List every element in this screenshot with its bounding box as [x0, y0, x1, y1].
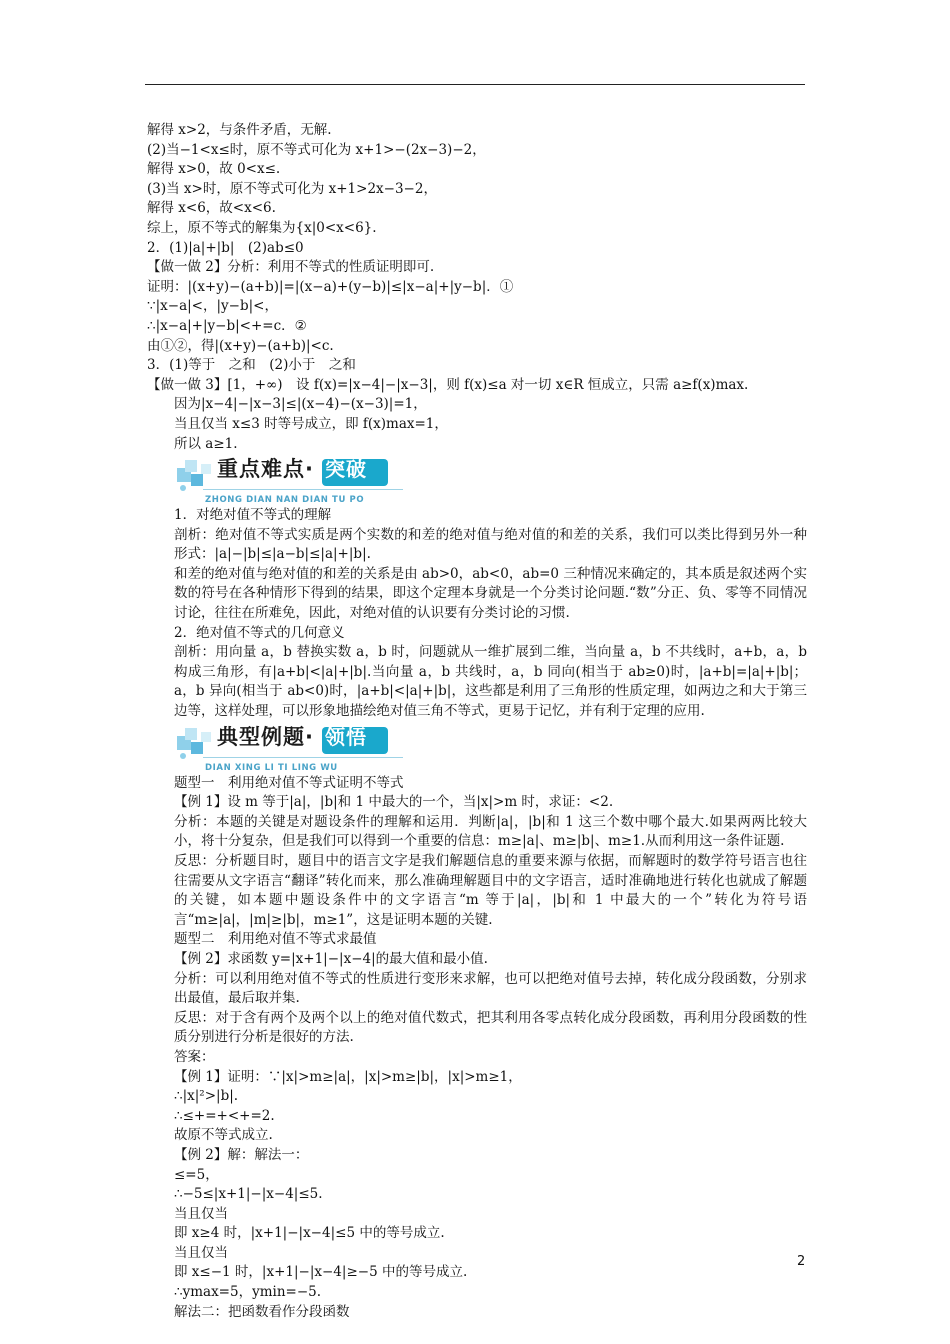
- question-type-title: 题型一 利用绝对值不等式证明不等式: [174, 774, 404, 791]
- banner-highlight-text: 突破: [325, 457, 367, 482]
- paragraph: 剖析：绝对值不等式实质是两个实数的和差的绝对值与绝对值的和差的关系，我们可以类比得到另外一种形式：|a|−|b|≤|a−b|≤|a|+|b|.: [174, 526, 807, 563]
- question-type-title: 题型二 利用绝对值不等式求最值: [174, 931, 377, 948]
- text-line: 综上，原不等式的解集为{x|0<x<6}.: [147, 219, 377, 236]
- text-line: (3)当 x>时，原不等式可化为 x+1>2x−3−2，: [147, 180, 437, 197]
- text-line: 解得 x>2，与条件矛盾，无解.: [147, 122, 332, 138]
- text-line: 解得 x<6，故<x<6.: [147, 200, 276, 217]
- banner-pinyin: DIAN XING LI TI LING WU: [205, 762, 338, 773]
- text-line: 当且仅当 x≤3 时等号成立，即 f(x)max=1，: [174, 415, 448, 432]
- answer-label: 答案：: [174, 1048, 215, 1065]
- text-line: ∴|x|²>|b|.: [174, 1088, 239, 1105]
- example-2-analysis: 分析：可以利用绝对值不等式的性质进行变形来求解，也可以把绝对值号去掉，转化成分段函数，分别求出最值，最后取并集.: [174, 970, 807, 1007]
- text-line: 即 x≥4 时，|x+1|−|x−4|≤5 中的等号成立.: [174, 1225, 445, 1242]
- text-line: 解得 x>0，故 0<x≤.: [147, 161, 281, 178]
- banner-title: 重点难点·: [217, 457, 314, 482]
- text-line: 当且仅当: [174, 1244, 228, 1261]
- banner-highlight-text: 领悟: [325, 724, 367, 749]
- text-line: 3．(1)等于 之和 (2)小于 之和: [147, 357, 356, 374]
- example-1-analysis: 分析：本题的关键是对题设条件的理解和运用．判断|a|，|b|和 1 这三个数中哪个最大.如果两两比较大小，将十分复杂，但是我们可以得到一个重要的信息：m≥|a|、m≥|b|、m≥1.从而利用这一条件证题.: [174, 813, 807, 850]
- zuo-yi-zuo-3-paragraph: 【做一做 3】[1，+∞) 设 f(x)=|x−4|−|x−3|，则 f(x)≤a 对一切 x∈R 恒成立，只需 a≥f(x)max.: [147, 376, 749, 393]
- section-banner-examples: [175, 724, 807, 774]
- page-number: 2: [797, 1254, 806, 1269]
- text-line: 【例 2】解：解法一：: [174, 1146, 309, 1163]
- section-banner-key-points: [175, 456, 807, 506]
- banner-underline: [203, 489, 403, 490]
- text-line: 因为|x−4|−|x−3|≤|(x−4)−(x−3)|=1，: [174, 396, 427, 413]
- banner-pinyin: ZHONG DIAN NAN DIAN TU PO: [205, 495, 365, 506]
- text-line: (2)当−1<x≤时，原不等式可化为 x+1>−(2x−3)−2，: [147, 141, 486, 158]
- banner-title: 典型例题·: [217, 724, 314, 749]
- text-line: 解法二：把函数看作分段函数: [174, 1303, 350, 1320]
- text-line: ∴≤+=+<+=2.: [174, 1107, 275, 1124]
- example-1-reflection: 反思：分析题目时，题目中的语言文字是我们解题信息的重要来源与依据，而解题时的数学符号语言也往往需要从文字语言“翻译”转化而来，那么准确理解题目中的文字语言，适时准确地进行转化也就成了解题的关键，如本题中题设条件中的文字语言“m 等于|a|，|b|和 1 中最大的一个”转化为符号语言“m≥|a|，|m|≥|b|，m≥1”，这是证明本题的关键.: [174, 853, 807, 928]
- text-line: 【例 1】证明：∵|x|>m≥|a|，|x|>m≥|b|，|x|>m≥1，: [174, 1068, 522, 1085]
- text-line: 故原不等式成立.: [174, 1127, 273, 1144]
- page-content: [147, 121, 807, 1322]
- text-line: 证明：|(x+y)−(a+b)|=|(x−a)+(y−b)|≤|x−a|+|y−b|．①: [147, 278, 514, 295]
- text-line: 由①②，得|(x+y)−(a+b)|<c.: [147, 337, 334, 354]
- text-line: ∴−5≤|x+1|−|x−4|≤5.: [174, 1186, 323, 1203]
- text-line: 所以 a≥1.: [174, 435, 238, 452]
- text-line: ∴ymax=5，ymin=−5.: [174, 1284, 322, 1301]
- paragraph: 和差的绝对值与绝对值的和差的关系是由 ab>0，ab<0，ab=0 三种情况来确定的，其本质是叙述两个实数的符号在各种情形下得到的结果，即这个定理本身就是一个分类讨论问题.“数”分正、负、零等不同情况讨论，往往在所难免，因此，对绝对值的认识要有分类讨论的习惯.: [174, 565, 807, 622]
- header-rule: [145, 84, 805, 85]
- text-line: 2．(1)|a|+|b| (2)ab≤0: [147, 239, 304, 256]
- section-title: 1．对绝对值不等式的理解: [174, 507, 332, 524]
- text-line: ≤=5，: [174, 1166, 219, 1183]
- paragraph: 剖析：用向量 a，b 替换实数 a，b 时，问题就从一维扩展到二维，当向量 a，b 不共线时，a+b，a，b 构成三角形，有|a+b|<|a|+|b|.当向量 a，b 共线时，a，b 同向(相当于 ab≥0)时，|a+b|=|a|+|b|；a，b 异向(相当于 ab<0)时，|a+b|<|a|+|b|，这些都是利用了三角形的性质定理，如两边之和大于第三边等，这样处理，可以形象地描绘绝对值三角不等式，更易于记忆，并有利于定理的应用.: [174, 644, 807, 720]
- text-line: ∴|x−a|+|y−b|<+=c．②: [147, 317, 307, 334]
- example-1-statement: 【例 1】设 m 等于|a|，|b|和 1 中最大的一个，当|x|>m 时，求证：<2.: [174, 794, 614, 811]
- answer-lines: [147, 1068, 807, 1323]
- solution-lines-a: [147, 121, 807, 376]
- text-line: 即 x≤−1 时，|x+1|−|x−4|≥−5 中的等号成立.: [174, 1264, 468, 1281]
- example-2-statement: 【例 2】求函数 y=|x+1|−|x−4|的最大值和最小值.: [174, 950, 488, 967]
- text-line: 当且仅当: [174, 1205, 228, 1222]
- text-line: ∵|x−a|<，|y−b|<，: [147, 298, 278, 315]
- text-line: 【做一做 2】分析：利用不等式的性质证明即可.: [147, 259, 435, 276]
- example-2-reflection: 反思：对于含有两个及两个以上的绝对值代数式，把其利用各零点转化成分段函数，再利用分段函数的性质分别进行分析是很好的方法.: [174, 1009, 807, 1046]
- solution-lines-b: [147, 395, 807, 454]
- section-title: 2．绝对值不等式的几何意义: [174, 624, 345, 641]
- banner-underline: [203, 757, 403, 758]
